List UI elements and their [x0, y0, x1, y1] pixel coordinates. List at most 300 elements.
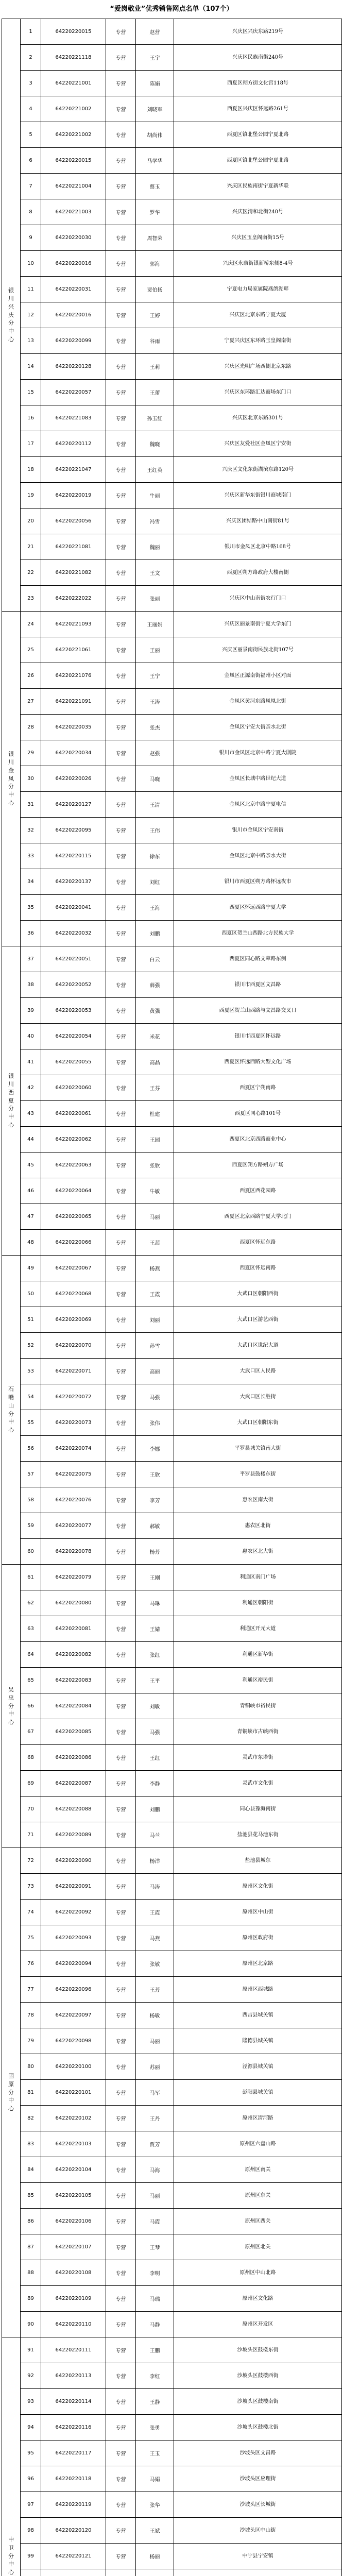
table-row: [2, 354, 342, 380]
row-number: 25: [21, 637, 41, 663]
table-row: [2, 199, 342, 225]
table-row: [2, 1462, 342, 1487]
row-number: 6: [21, 148, 41, 174]
row-number: 88: [21, 2260, 41, 2286]
table-row: [2, 818, 342, 843]
outlet-type: 专营: [106, 2544, 136, 2569]
row-number: 65: [21, 1668, 41, 1693]
outlet-code: 64220220076: [41, 1487, 106, 1513]
outlet-code: 64220220110: [41, 2312, 106, 2337]
outlet-address: 隆德县城关镇: [174, 2028, 342, 2054]
outlet-address: 西夏区怀远西路宁夏大学: [174, 895, 342, 921]
row-number: 83: [21, 2131, 41, 2157]
outlet-type: 专营: [106, 1513, 136, 1539]
outlet-type: 专营: [106, 843, 136, 869]
table-row: [2, 2028, 342, 2054]
row-number: 17: [21, 431, 41, 457]
table-row: [2, 1101, 342, 1127]
outlet-type: 专营: [106, 534, 136, 560]
outlet-type: 专营: [106, 2234, 136, 2260]
row-number: 11: [21, 277, 41, 302]
table-row: [2, 1049, 342, 1075]
outlet-address: 青铜峡市裕民街: [174, 1693, 342, 1719]
outlet-type: 专营: [106, 1900, 136, 1925]
outlet-code: 64220220087: [41, 1771, 106, 1797]
center-name: 石嘴山分中心: [8, 1385, 14, 1434]
outlet-code: 64220220034: [41, 740, 106, 766]
center-name-cell: [2, 1848, 21, 2337]
outlet-type: 专营: [106, 637, 136, 663]
outlet-address: 原州区政府街: [174, 1925, 342, 1951]
row-number: 48: [21, 1230, 41, 1256]
outlet-type: 专营: [106, 1487, 136, 1513]
outlet-code: 64220220097: [41, 2003, 106, 2028]
outlet-type: 专营: [106, 2080, 136, 2106]
owner-name: 牛丽: [136, 483, 174, 509]
row-number: 99: [21, 2544, 41, 2569]
owner-name: 王丽: [136, 637, 174, 663]
owner-name: 马娟: [136, 2466, 174, 2492]
outlet-address: 泾源县城关镇: [174, 2054, 342, 2080]
outlet-code: 64220220079: [41, 1565, 106, 1590]
outlet-address: 西夏区怀远东路: [174, 1230, 342, 1256]
outlet-address: 原州区西关: [174, 2209, 342, 2234]
table-row: [2, 2157, 342, 2183]
owner-name: 李明: [136, 2260, 174, 2286]
row-number: 67: [21, 1719, 41, 1745]
outlet-code: 64220220081: [41, 1616, 106, 1642]
owner-name: 马燕: [136, 1925, 174, 1951]
outlet-code: 64220221076: [41, 663, 106, 689]
outlet-code: 64220220075: [41, 1462, 106, 1487]
outlet-type: 专营: [106, 1797, 136, 1822]
outlet-address: 金凤区宁安大街亲水北街: [174, 715, 342, 740]
outlet-address: 银川市金凤区北京中路宁夏大剧院: [174, 740, 342, 766]
owner-name: 李娜: [136, 1436, 174, 1462]
owner-name: 王斌: [136, 2518, 174, 2544]
outlet-address: 兴庆区民族南街宁夏新华联: [174, 174, 342, 199]
row-number: 55: [21, 1410, 41, 1436]
outlet-type: 专营: [106, 1848, 136, 1874]
outlet-address: 大武口区朝阳东街: [174, 1410, 342, 1436]
outlet-code: 64220220032: [41, 921, 106, 946]
owner-name: 马霞: [136, 2209, 174, 2234]
row-number: 53: [21, 1359, 41, 1384]
outlet-code: 64220220065: [41, 1204, 106, 1230]
table-row: [2, 1307, 342, 1333]
table-row: [2, 792, 342, 818]
outlet-address: 金凤区北京中路宁夏电信: [174, 792, 342, 818]
owner-name: 杨芳: [136, 1539, 174, 1565]
outlet-address: 原州区中山街: [174, 1900, 342, 1925]
table-row: [2, 689, 342, 715]
outlet-address: 宁夏电力局家属院燕鸽湖畔: [174, 277, 342, 302]
outlet-code: [41, 2569, 106, 2576]
table-row: [2, 560, 342, 586]
owner-name: 冯雪: [136, 509, 174, 534]
owner-name: 白云: [136, 946, 174, 972]
outlet-code: 64220221083: [41, 405, 106, 431]
outlet-code: 64220221118: [41, 45, 106, 71]
outlet-code: 64220220105: [41, 2183, 106, 2209]
table-row: [2, 2183, 342, 2209]
outlet-type: 专营: [106, 1101, 136, 1127]
outlet-type: 专营: [106, 199, 136, 225]
owner-name: 陈娟: [136, 71, 174, 96]
owner-name: 高丽: [136, 1359, 174, 1384]
outlet-type: 专营: [106, 2003, 136, 2028]
table-row: [2, 1693, 342, 1719]
owner-name: 杨洋: [136, 1848, 174, 1874]
table-row: [2, 895, 342, 921]
table-row: [2, 1513, 342, 1539]
outlet-address: 沙坡头区应理街: [174, 2466, 342, 2492]
outlet-address: 沙坡头区鼓楼南街: [174, 2389, 342, 2415]
outlet-address: 兴庆区丽景南街宁夏大学东门: [174, 612, 342, 637]
outlet-address: 西夏区北京西路宁夏大学北门: [174, 1204, 342, 1230]
outlet-type: 专营: [106, 1925, 136, 1951]
outlet-type: 专营: [106, 2286, 136, 2312]
owner-name: 王婷: [136, 302, 174, 328]
outlet-type: 专营: [106, 2492, 136, 2518]
outlet-type: 专营: [106, 2337, 136, 2363]
center-name-cell: [2, 1565, 21, 1848]
outlet-type: 专营: [106, 612, 136, 637]
owner-name: 刘敏: [136, 1693, 174, 1719]
table-row: [2, 1616, 342, 1642]
outlet-type: 专营: [106, 1642, 136, 1668]
row-number: 24: [21, 612, 41, 637]
table-row: [2, 1874, 342, 1900]
row-number: 19: [21, 483, 41, 509]
owner-name: 王芳: [136, 1977, 174, 2003]
row-number: 1: [21, 19, 41, 45]
row-number: 34: [21, 869, 41, 895]
owner-name: 王丹: [136, 2106, 174, 2131]
outlet-address: 兴庆区丽景南街民族北街107号: [174, 637, 342, 663]
outlet-code: 64220220085: [41, 1719, 106, 1745]
table-row: [2, 1539, 342, 1565]
row-number: 21: [21, 534, 41, 560]
table-row: [2, 2080, 342, 2106]
owner-name: 米花: [136, 1024, 174, 1049]
owner-name: 王刚: [136, 1565, 174, 1590]
row-number: 49: [21, 1256, 41, 1281]
outlet-code: 64220220117: [41, 2441, 106, 2466]
owner-name: 马琳: [136, 1590, 174, 1616]
outlet-address: 大武口区世纪大道: [174, 1333, 342, 1359]
owner-name: 王清: [136, 792, 174, 818]
outlet-type: 专营: [106, 740, 136, 766]
outlet-address: 利通区朝阳街: [174, 1590, 342, 1616]
owner-name: 魏晓: [136, 431, 174, 457]
outlet-code: 64220220067: [41, 1256, 106, 1281]
outlet-code: 64220220082: [41, 1642, 106, 1668]
outlet-type: 专营: [106, 19, 136, 45]
outlet-type: 专营: [106, 1693, 136, 1719]
center-name-cell: [2, 19, 21, 612]
owner-name: 王红: [136, 1745, 174, 1771]
row-number: 78: [21, 2003, 41, 2028]
owner-name: 杜建: [136, 1101, 174, 1127]
outlet-code: 64220220072: [41, 1384, 106, 1410]
row-number: 4: [21, 96, 41, 122]
center-name-cell: [2, 1256, 21, 1565]
row-number: 54: [21, 1384, 41, 1410]
outlet-type: 专营: [106, 715, 136, 740]
outlet-code: 64220220077: [41, 1513, 106, 1539]
owner-name: 赵营: [136, 19, 174, 45]
outlet-type: 专营: [106, 818, 136, 843]
outlet-type: 专营: [106, 1874, 136, 1900]
outlet-address: 大武口区朝阳西街: [174, 1281, 342, 1307]
outlet-type: 专营: [106, 2131, 136, 2157]
table-row: [2, 740, 342, 766]
outlet-code: 64220221002: [41, 122, 106, 148]
table-row: [2, 998, 342, 1024]
table-row: [2, 45, 342, 71]
row-number: 89: [21, 2286, 41, 2312]
row-number: 42: [21, 1075, 41, 1101]
row-number: 94: [21, 2415, 41, 2441]
row-number: 2: [21, 45, 41, 71]
outlet-type: 专营: [106, 2312, 136, 2337]
owner-name: 王芬: [136, 1075, 174, 1101]
outlet-type: 专营: [106, 1771, 136, 1797]
outlet-address: 平罗县鼓楼东街: [174, 1462, 342, 1487]
outlet-code: 64220220031: [41, 277, 106, 302]
table-row: [2, 1848, 342, 1874]
owner-name: 王静: [136, 2389, 174, 2415]
outlet-type: 专营: [106, 663, 136, 689]
outlet-code: 64220220071: [41, 1359, 106, 1384]
row-number: 81: [21, 2080, 41, 2106]
outlet-address: 兴庆区清和北街240号: [174, 199, 342, 225]
outlet-type: 专营: [106, 431, 136, 457]
owner-name: 马丽: [136, 2028, 174, 2054]
outlet-address: 大武口区人民路: [174, 1359, 342, 1384]
outlet-type: 专营: [106, 380, 136, 405]
table-row: [2, 843, 342, 869]
row-number: 20: [21, 509, 41, 534]
row-number: 37: [21, 946, 41, 972]
outlet-address: 大武口区长胜街: [174, 1384, 342, 1410]
outlet-code: 64220220066: [41, 1230, 106, 1256]
outlet-code: 64220220055: [41, 1049, 106, 1075]
outlet-code: 64220220114: [41, 2389, 106, 2415]
outlet-type: 专营: [106, 946, 136, 972]
outlet-code: 64220220070: [41, 1333, 106, 1359]
outlet-code: 64220220098: [41, 2028, 106, 2054]
outlet-type: 专营: [106, 2028, 136, 2054]
owner-name: 王丽娟: [136, 612, 174, 637]
row-number: 66: [21, 1693, 41, 1719]
center-name: 银川兴庆分中心: [8, 286, 14, 343]
table-row: [2, 71, 342, 96]
table-row: [2, 1230, 342, 1256]
row-number: 76: [21, 1951, 41, 1977]
row-number: 56: [21, 1436, 41, 1462]
owner-name: 王伟: [136, 818, 174, 843]
outlet-address: 原州区开发区: [174, 2312, 342, 2337]
row-number: 63: [21, 1616, 41, 1642]
owner-name: 马丽: [136, 1204, 174, 1230]
outlet-address: 沙坡头区鼓楼东街: [174, 2337, 342, 2363]
outlet-code: 64220220106: [41, 2209, 106, 2234]
center-name-cell: [2, 2337, 21, 2576]
outlet-address: 西夏区贺兰山西路北方民族大学: [174, 921, 342, 946]
outlet-address: 金凤区正源南街福州小区对面: [174, 663, 342, 689]
outlet-address: 兴庆区中山南街农行门口: [174, 586, 342, 612]
owner-name: 马兰: [136, 1822, 174, 1848]
owner-name: 张红: [136, 1642, 174, 1668]
row-number: 97: [21, 2492, 41, 2518]
table-row: [2, 509, 342, 534]
outlet-address: 惠农区北大街: [174, 1539, 342, 1565]
row-number: 92: [21, 2363, 41, 2389]
outlet-address: 宁夏兴庆区东环路玉皇阁南街: [174, 328, 342, 354]
row-number: 39: [21, 998, 41, 1024]
outlet-address: 西夏区兴庆区怀远路261号: [174, 96, 342, 122]
row-number: 58: [21, 1487, 41, 1513]
outlet-address: 沙坡头区中山街: [174, 2518, 342, 2544]
row-number: 33: [21, 843, 41, 869]
outlet-code: 64220220035: [41, 715, 106, 740]
row-number: [21, 2569, 41, 2576]
outlet-code: 64220221003: [41, 199, 106, 225]
owner-name: 黄强: [136, 998, 174, 1024]
table-row: [2, 2003, 342, 2028]
table-row: [2, 2363, 342, 2389]
row-number: 32: [21, 818, 41, 843]
outlet-address: 西夏区镇北堡公园宁夏北路: [174, 122, 342, 148]
table-row: [2, 2518, 342, 2544]
row-number: 29: [21, 740, 41, 766]
table-row: [2, 1771, 342, 1797]
row-number: 93: [21, 2389, 41, 2415]
outlet-address: 兴庆区光明广场西侧北京东路: [174, 354, 342, 380]
outlet-address: 兴庆区民族南街240号: [174, 45, 342, 71]
outlet-code: 64220220084: [41, 1693, 106, 1719]
row-number: 45: [21, 1153, 41, 1178]
owner-name: 刘丽: [136, 1307, 174, 1333]
table-row: [2, 612, 342, 637]
table-row: [2, 148, 342, 174]
owner-name: 张伟: [136, 1410, 174, 1436]
outlet-code: 64220220062: [41, 1127, 106, 1153]
owner-name: 孙玉红: [136, 405, 174, 431]
row-number: 41: [21, 1049, 41, 1075]
outlet-code: 64220220107: [41, 2234, 106, 2260]
outlet-type: 专营: [106, 328, 136, 354]
table-row: [2, 2389, 342, 2415]
center-name: 银川金凤分中心: [8, 750, 14, 807]
owner-name: 王霞: [136, 1281, 174, 1307]
table-row: [2, 1925, 342, 1951]
row-number: 18: [21, 457, 41, 483]
owner-name: 贾芳: [136, 2131, 174, 2157]
outlet-code: 64220220127: [41, 792, 106, 818]
outlet-type: 专营: [106, 689, 136, 715]
outlet-code: 64220220074: [41, 1436, 106, 1462]
owner-name: 马海: [136, 2157, 174, 2183]
owner-name: 王玉: [136, 2441, 174, 2466]
row-number: 44: [21, 1127, 41, 1153]
row-number: 23: [21, 586, 41, 612]
outlet-address: 平罗县城关镇南大街: [174, 1436, 342, 1462]
outlet-address: 西夏区贺兰山西路与文昌路交叉口: [174, 998, 342, 1024]
table-row: [2, 921, 342, 946]
outlet-type: 专营: [106, 1075, 136, 1101]
outlet-code: 64220221061: [41, 637, 106, 663]
row-number: 96: [21, 2466, 41, 2492]
owner-name: [136, 2569, 174, 2576]
row-number: 40: [21, 1024, 41, 1049]
outlet-address: 银川市金凤区宁安南街: [174, 818, 342, 843]
outlet-address: 西夏区镇北堡公园宁夏北路: [174, 148, 342, 174]
row-number: 12: [21, 302, 41, 328]
outlet-address: 原州区中山北路: [174, 2260, 342, 2286]
outlet-code: 64220221082: [41, 560, 106, 586]
table-row: [2, 2441, 342, 2466]
outlet-type: 专营: [106, 766, 136, 792]
owner-name: 蔡玉: [136, 174, 174, 199]
row-number: 70: [21, 1797, 41, 1822]
table-row: [2, 405, 342, 431]
table-row: [2, 122, 342, 148]
outlet-type: 专营: [106, 251, 136, 277]
outlet-type: 专营: [106, 1462, 136, 1487]
outlet-code: 64220222022: [41, 586, 106, 612]
outlet-type: 专营: [106, 1307, 136, 1333]
row-number: 51: [21, 1307, 41, 1333]
row-number: 85: [21, 2183, 41, 2209]
center-name: 固原分中心: [8, 2072, 14, 2112]
table-row: [2, 1384, 342, 1410]
row-number: 57: [21, 1462, 41, 1487]
row-number: 8: [21, 199, 41, 225]
table-row: [2, 19, 342, 45]
outlet-code: 64220220069: [41, 1307, 106, 1333]
outlet-type: 专营: [106, 1230, 136, 1256]
outlet-code: 64220220103: [41, 2131, 106, 2157]
outlet-address: 西夏区怀远西路大型文化广场: [174, 1049, 342, 1075]
owner-name: 苏丽: [136, 2054, 174, 2080]
row-number: 62: [21, 1590, 41, 1616]
row-number: 60: [21, 1539, 41, 1565]
outlet-type: 专营: [106, 122, 136, 148]
outlet-type: 专营: [106, 1049, 136, 1075]
outlet-code: 64220220102: [41, 2106, 106, 2131]
outlet-code: 64220220094: [41, 1951, 106, 1977]
outlet-code: 64220220092: [41, 1900, 106, 1925]
owner-name: 王文: [136, 560, 174, 586]
table-row: [2, 302, 342, 328]
row-number: 74: [21, 1900, 41, 1925]
table-row: [2, 1024, 342, 1049]
outlet-code: 64220220064: [41, 1178, 106, 1204]
owner-name: 王红英: [136, 457, 174, 483]
table-row: [2, 946, 342, 972]
outlet-code: 64220220101: [41, 2080, 106, 2106]
outlet-type: 专营: [106, 2106, 136, 2131]
table-row: [2, 1951, 342, 1977]
owner-name: 王海: [136, 895, 174, 921]
outlet-code: 64220220053: [41, 998, 106, 1024]
table-row: [2, 869, 342, 895]
table-row: [2, 1178, 342, 1204]
row-number: 14: [21, 354, 41, 380]
